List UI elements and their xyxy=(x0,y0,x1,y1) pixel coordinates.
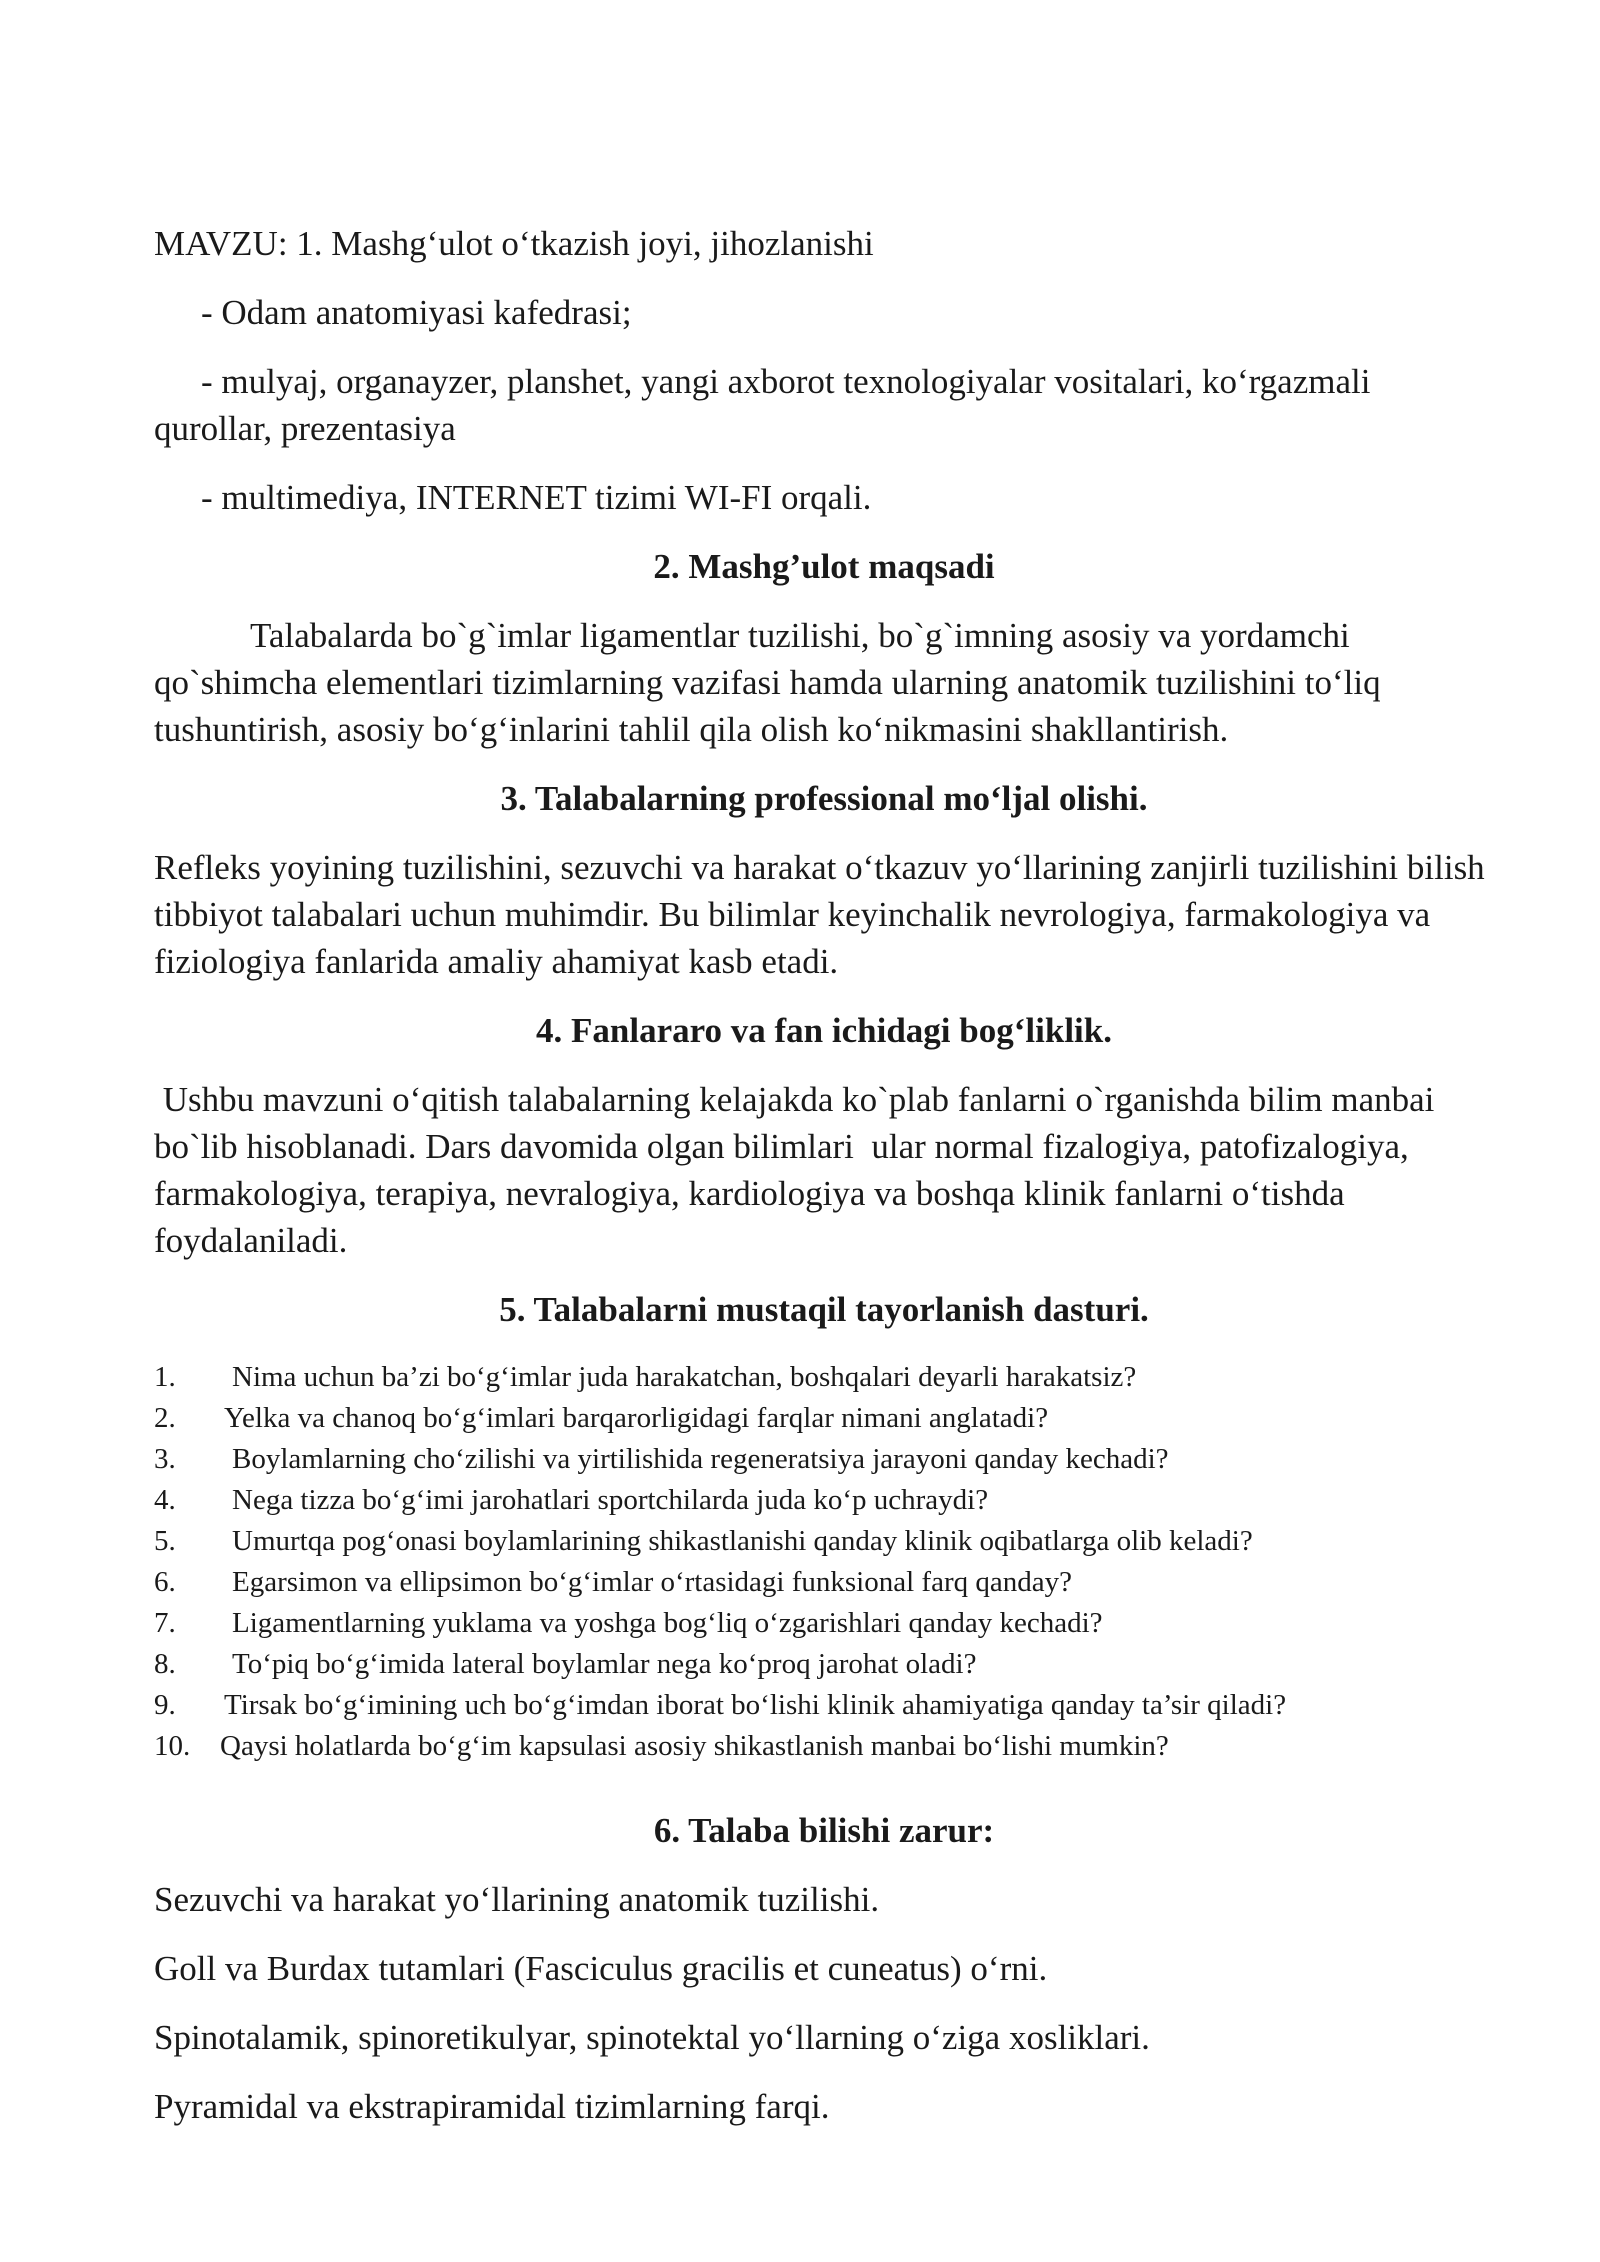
must-know-heading: 6. Talaba bilishi zarur: xyxy=(653,1811,995,1850)
question-number: 2. xyxy=(154,1402,176,1434)
list-item xyxy=(154,1726,1494,1767)
must-know-item-1: Sezuvchi va harakat yo‘llarining anatomik tuzilishi. xyxy=(154,1880,880,1919)
question-text: Yelka va chanoq bo‘g‘imlari barqarorligidagi farqlar nimani anglatadi? xyxy=(224,1402,1049,1434)
orientation-heading: 3. Talabalarning professional mo‘ljal olishi. xyxy=(500,779,1148,818)
must-know-item-2: Goll va Burdax tutamlari (Fasciculus gracilis et cuneatus) o‘rni. xyxy=(154,1949,1048,1988)
self-study-heading: 5. Talabalarni mustaqil tayorlanish dasturi. xyxy=(499,1290,1149,1329)
question-text: Nega tizza bo‘g‘imi jarohatlari sportchilarda juda ko‘p uchraydi? xyxy=(232,1484,989,1516)
question-number: 6. xyxy=(154,1566,176,1598)
question-number: 1. xyxy=(154,1361,176,1393)
question-text: Egarsimon va ellipsimon bo‘g‘imlar o‘rtasidagi funksional farq qanday? xyxy=(232,1566,1072,1598)
equipment-item-2: - mulyaj, organayzer, planshet, yangi axborot texnologiyalar vositalari, ko‘rgazmali qurollar, prezentasiya xyxy=(154,362,1371,448)
question-number: 4. xyxy=(154,1484,176,1516)
must-know-item-4: Pyramidal va ekstrapiramidal tizimlarning farqi. xyxy=(154,2087,830,2126)
question-number: 3. xyxy=(154,1443,176,1475)
self-study-question-list xyxy=(154,1357,1494,1767)
question-text: Boylamlarning cho‘zilishi va yirtilishida regeneratsiya jarayoni qanday kechadi? xyxy=(232,1443,1169,1475)
list-item xyxy=(154,1685,1494,1726)
question-text: To‘piq bo‘g‘imida lateral boylamlar nega ko‘proq jarohat oladi? xyxy=(232,1648,977,1680)
question-number: 7. xyxy=(154,1607,176,1639)
question-number: 8. xyxy=(154,1648,176,1680)
question-text: Nima uchun ba’zi bo‘g‘imlar juda harakatchan, boshqalari deyarli harakatsiz? xyxy=(232,1361,1137,1393)
list-item xyxy=(154,1562,1494,1603)
question-text: Qaysi holatlarda bo‘g‘im kapsulasi asosiy shikastlanish manbai bo‘lishi mumkin? xyxy=(220,1730,1169,1762)
question-text: Umurtqa pog‘onasi boylamlarining shikastlanishi qanday klinik oqibatlarga olib keladi? xyxy=(232,1525,1253,1557)
question-number: 9. xyxy=(154,1689,176,1721)
question-number: 5. xyxy=(154,1525,176,1557)
list-item xyxy=(154,1480,1494,1521)
interdisciplinary-text: Ushbu mavzuni o‘qitish talabalarning kelajakda ko`plab fanlarni o`rganishda bilim manbai bo`lib hisoblanadi. Dars davomida olgan bilimlari ular normal fizalogiya, patofizalogiya, farmakologiya, terapiya, nevralogiya, kardiologiya va boshqa klinik fanlarni o‘tishda foydalaniladi. xyxy=(154,1080,1444,1260)
goal-text: Talabalarda bo`g`imlar ligamentlar tuzilishi, bo`g`imning asosiy va yordamchi qo`shimcha elementlari tizimlarning vazifasi hamda ularning anatomik tuzilishini to‘liq tushuntirish, asosiy bo‘g‘inlarini tahlil qila olish ko‘nikmasini shakllantirish. xyxy=(154,616,1381,749)
equipment-item-3: - multimediya, INTERNET tizimi WI-FI orqali. xyxy=(201,478,872,517)
list-item xyxy=(154,1521,1494,1562)
equipment-item-1: - Odam anatomiyasi kafedrasi; xyxy=(201,293,632,332)
question-text: Tirsak bo‘g‘imining uch bo‘g‘imdan iborat bo‘lishi klinik ahamiyatiga qanday ta’sir qiladi? xyxy=(224,1689,1287,1721)
topic-line: MAVZU: 1. Mashg‘ulot o‘tkazish joyi, jihozlanishi xyxy=(154,224,874,263)
list-item xyxy=(154,1398,1494,1439)
document-page xyxy=(154,220,1494,2130)
list-item xyxy=(154,1357,1494,1398)
must-know-item-3: Spinotalamik, spinoretikulyar, spinotektal yo‘llarning o‘ziga xosliklari. xyxy=(154,2018,1150,2057)
list-item xyxy=(154,1603,1494,1644)
goal-heading: 2. Mashg’ulot maqsadi xyxy=(653,547,995,586)
question-number: 10. xyxy=(154,1730,191,1762)
orientation-text: Refleks yoyining tuzilishini, sezuvchi va harakat o‘tkazuv yo‘llarining zanjirli tuzilishini bilish tibbiyot talabalari uchun muhimdir. Bu bilimlar keyinchalik nevrologiya, farmakologiya va fiziologiya fanlarida amaliy ahamiyat kasb etadi. xyxy=(154,848,1485,981)
list-item xyxy=(154,1439,1494,1480)
list-item xyxy=(154,1644,1494,1685)
interdisciplinary-heading: 4. Fanlararo va fan ichidagi bog‘liklik. xyxy=(536,1011,1112,1050)
question-text: Ligamentlarning yuklama va yoshga bog‘liq o‘zgarishlari qanday kechadi? xyxy=(232,1607,1103,1639)
